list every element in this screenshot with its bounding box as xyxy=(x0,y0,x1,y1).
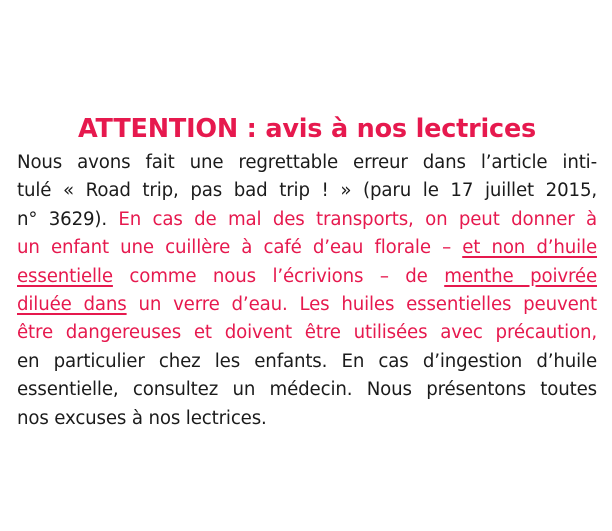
notice-line-8 xyxy=(17,348,597,376)
notice-text: n° 3629). xyxy=(17,208,119,230)
notice-line-4 xyxy=(17,234,597,262)
notice-line-5 xyxy=(17,263,597,291)
notice-underlined-text: et non d’huile xyxy=(462,237,597,259)
notice-line-3 xyxy=(17,206,597,234)
notice-text: Nous avons fait une regrettable erreur dans l’article inti- xyxy=(17,152,597,173)
notice-underlined-text: menthe poivrée xyxy=(444,265,597,287)
notice-line-7 xyxy=(17,319,597,347)
notice-line-1 xyxy=(17,149,597,177)
notice-text: en particulier chez les enfants. En cas d’ingestion d’huile xyxy=(17,350,597,372)
notice-line-2 xyxy=(17,177,597,205)
notice-highlighted-text: comme nous l’écrivions – de xyxy=(112,265,445,287)
notice-text: essentielle, consultez un médecin. Nous présentons toutes xyxy=(17,379,597,401)
notice-body xyxy=(17,149,597,433)
notice-line-9 xyxy=(17,376,597,404)
notice-line-10 xyxy=(17,405,597,433)
notice-text: tulé « Road trip, pas bad trip ! » (paru le 17 juillet 2015, xyxy=(17,180,597,202)
notice-line-6 xyxy=(17,291,597,319)
notice-underlined-text: diluée dans xyxy=(17,294,127,316)
notice-highlighted-text: En cas de mal des transports, on peut donner à xyxy=(118,208,597,230)
notice-text: nos excuses à nos lectrices. xyxy=(17,407,267,429)
notice-title: ATTENTION : avis à nos lectrices xyxy=(77,114,537,144)
correction-notice xyxy=(17,112,597,433)
notice-highlighted-text: un verre d’eau. Les huiles essentielles peuvent xyxy=(126,294,597,316)
notice-highlighted-text: un enfant une cuillère à café d’eau florale – xyxy=(17,237,463,259)
notice-underlined-text: essentielle xyxy=(17,265,113,287)
notice-highlighted-text: être dangereuses et doivent être utilisées avec précaution, xyxy=(17,322,597,344)
